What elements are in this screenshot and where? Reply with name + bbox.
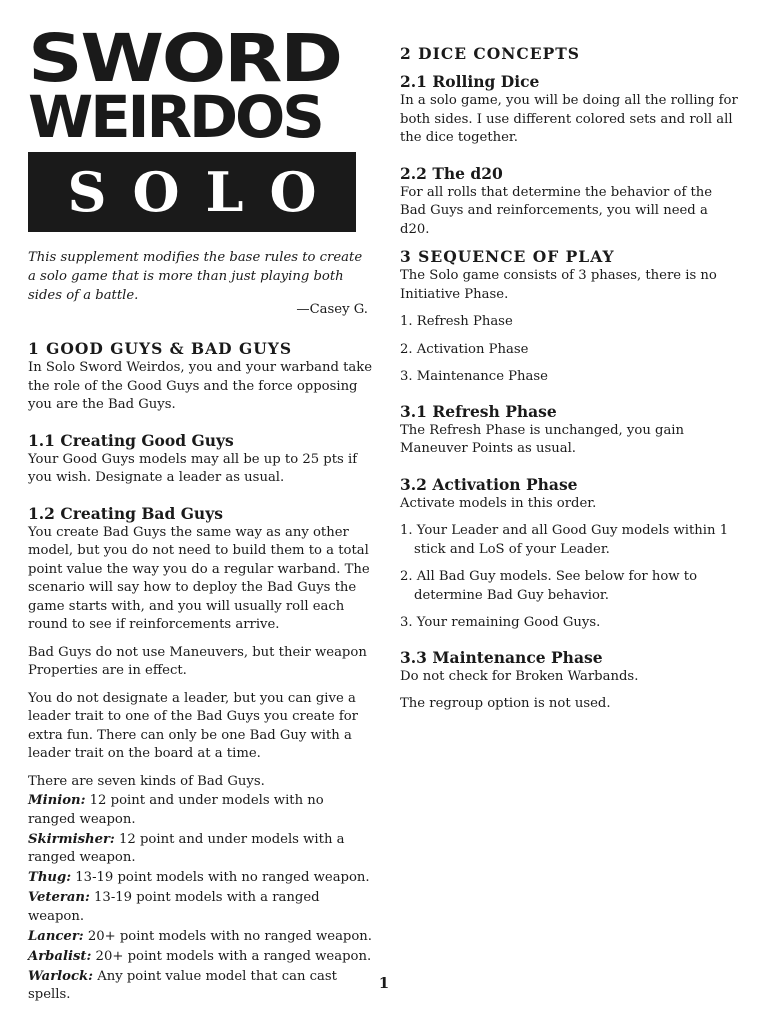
section-3-heading: 3 SEQUENCE OF PLAY xyxy=(400,247,615,266)
bad-guy-kind-term: Skirmisher: xyxy=(28,831,115,847)
section-3-2-heading: 3.2 Activation Phase xyxy=(400,474,578,494)
bad-guy-kind-term: Arbalist: xyxy=(28,948,92,964)
phase-list-item: 3. Maintenance Phase xyxy=(400,369,548,384)
section-1-2-paragraph-1: You create Bad Guys the same way as any other model, but you do not need to build them to a total point value the way you do a regular warband. The scenario will say how to deploy the Bad Guys the game starts with, and you will usually roll each round to see if reinforcements arrive. xyxy=(28,524,370,632)
section-2-2-heading: 2.2 The d20 xyxy=(400,163,503,183)
section-1-1-heading: 1.1 Creating Good Guys xyxy=(28,430,234,450)
section-2-heading: 2 DICE CONCEPTS xyxy=(400,44,580,63)
section-2-2-body: For all rolls that determine the behavior of the Bad Guys and reinforcements, you will need a d20. xyxy=(400,184,713,237)
section-1 xyxy=(28,339,373,1005)
bad-guy-kind xyxy=(28,928,373,947)
logo-solo-banner xyxy=(28,152,356,232)
section-2 xyxy=(400,44,740,239)
bad-guy-kind-term: Lancer: xyxy=(28,928,84,944)
section-1-2-paragraph-4: There are seven kinds of Bad Guys. xyxy=(28,773,265,789)
activation-order-item: 3. Your remaining Good Guys. xyxy=(400,615,601,630)
bad-guy-kind-term: Warlock: xyxy=(28,968,93,984)
bad-guy-kind-desc: Any point value model that can cast spells. xyxy=(28,968,337,1002)
phase-list-item: 1. Refresh Phase xyxy=(400,314,513,329)
bad-guy-kind-desc: 20+ point models with no ranged weapon. xyxy=(83,928,372,944)
bad-guy-kind-desc: 12 point and under models with no ranged weapon. xyxy=(28,793,324,827)
page-number: 1 xyxy=(378,974,390,992)
section-1-2-heading: 1.2 Creating Bad Guys xyxy=(28,503,223,523)
bad-guy-kind xyxy=(28,948,373,967)
section-3-3-paragraph-1: Do not check for Broken Warbands. xyxy=(400,668,639,684)
bad-guy-kind xyxy=(28,869,373,888)
bad-guy-kind-desc: 12 point and under models with a ranged weapon. xyxy=(28,831,345,865)
bad-guy-kind-desc: 20+ point models with a ranged weapon. xyxy=(91,948,372,964)
activation-order-item: 1. Your Leader and all Good Guy models within 1 stick and LoS of your Leader. xyxy=(400,523,729,557)
logo-line-solo: SOLO xyxy=(67,160,343,224)
section-3-2-body: Activate models in this order. xyxy=(400,495,597,511)
logo-line-weirdos: WEIRDOS xyxy=(28,83,322,151)
bad-guy-kind-term: Thug: xyxy=(28,870,72,885)
logo-line-sword: SWORD xyxy=(28,20,341,97)
section-3-3-paragraph-2: The regroup option is not used. xyxy=(400,696,611,711)
bad-guy-kind xyxy=(28,792,373,829)
bad-guy-kind-desc: 13-19 point models with no ranged weapon. xyxy=(71,870,370,885)
activation-order-item: 2. All Bad Guy models. See below for how to determine Bad Guy behavior. xyxy=(400,569,698,603)
section-3-3-heading: 3.3 Maintenance Phase xyxy=(400,647,603,667)
title-logo xyxy=(28,20,356,232)
section-3-1-heading: 3.1 Refresh Phase xyxy=(400,401,557,421)
section-3-1-body: The Refresh Phase is unchanged, you gain Maneuver Points as usual. xyxy=(400,422,685,456)
section-1-1-body: Your Good Guys models may all be up to 25 pts if you wish. Designate a leader as usual. xyxy=(28,451,358,485)
bad-guy-kind-desc: 13-19 point models with a ranged weapon. xyxy=(28,890,320,924)
author-signature: —Casey G. xyxy=(296,302,368,317)
section-2-1-body: In a solo game, you will be doing all the rolling for both sides. I use different colored sets and roll all the dice together. xyxy=(400,93,738,145)
bad-guy-kind-term: Veteran: xyxy=(28,890,90,905)
section-1-2-paragraph-2: Bad Guys do not use Maneuvers, but their weapon Properties are in effect. xyxy=(28,644,367,678)
bad-guy-kind xyxy=(28,831,373,868)
bad-guy-kinds-list xyxy=(28,792,373,1005)
section-1-body: In Solo Sword Weirdos, you and your warband take the role of the Good Guys and the force opposing you are the Bad Guys. xyxy=(28,360,373,412)
section-3 xyxy=(400,247,740,714)
bad-guy-kind xyxy=(28,889,373,926)
section-3-body: The Solo game consists of 3 phases, there is no Initiative Phase. xyxy=(400,268,717,302)
section-1-2-paragraph-3: You do not designate a leader, but you can give a leader trait to one of the Bad Guys you create for extra fun. There can only be one Bad Guy with a leader trait on the board at a time. xyxy=(28,690,358,761)
section-1-heading: 1 GOOD GUYS & BAD GUYS xyxy=(28,339,293,358)
section-2-1-heading: 2.1 Rolling Dice xyxy=(400,72,540,91)
bad-guy-kind-term: Minion: xyxy=(28,793,86,808)
intro-text: This supplement modifies the base rules to create a solo game that is more than just playing both sides of a battle. xyxy=(28,250,363,303)
phase-list-item: 2. Activation Phase xyxy=(400,341,529,357)
